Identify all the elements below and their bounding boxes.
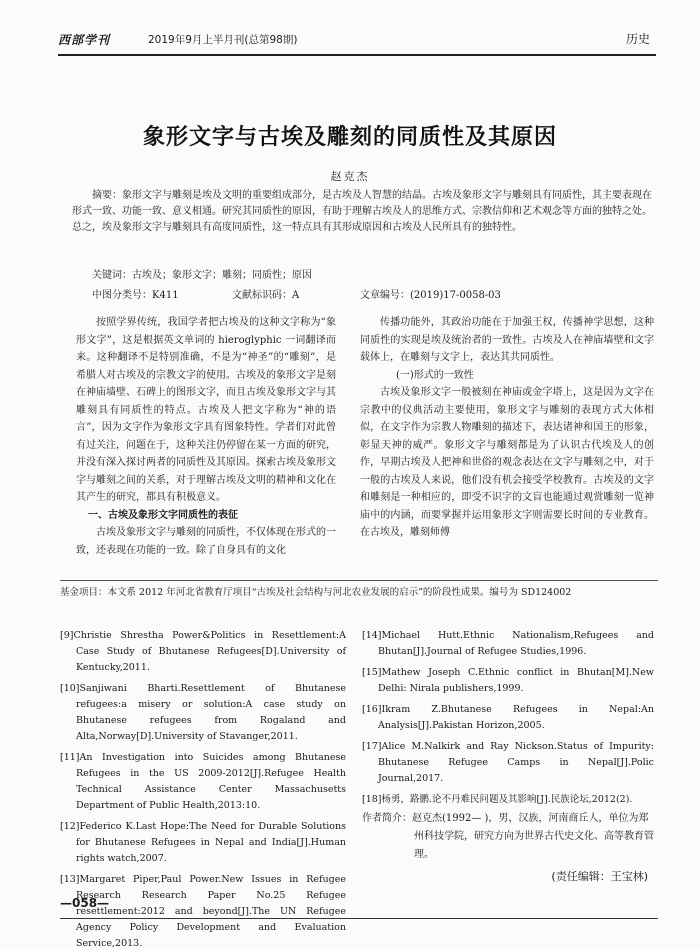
class-number: 中图分类号：K411	[92, 290, 179, 301]
body-paragraph: 古埃及象形文字一般被刻在神庙或金字塔上，这是因为文字在宗教中的仪典活动主要使用，象形文字与雕刻的表现方式大体相似，在文字作为宗教人物雕刻的描述下，表达诸神和国王的形象，彰显天神的威严。象形文字与雕刻都是为了认识古代埃及人的创作，早期古埃及人把神和世俗的观念表达在文字与雕刻之中，对于一般的古埃及人来说，他们没有机会接受学校教育。古埃及的文字和雕刻是一种相应的，即受不识字的文盲也能通过观赏雕刻一览神庙中的内涵，而要掌握并运用象形文字则需要长时间的专业教育。在古埃及，雕刻师傅	[360, 387, 654, 538]
body-column-right	[360, 314, 654, 542]
keywords: 关键词：古埃及；象形文字；雕刻；同质性；原因	[92, 270, 312, 281]
section-label: 历史	[625, 32, 650, 46]
reference-item: [15]Mathew Joseph C.Ethnic conflict in Bhutan[M].New Delhi: Nirala publishers,1999.	[362, 667, 654, 694]
body-column-left	[76, 314, 336, 559]
reference-item: [13]Margaret Piper,Paul Power.New Issues in Refugee Research Research Paper No.25 Refugee resettlement:2012 and beyond[J].The UN Refugee Agency Policy Development and Evaluation Service,2013.	[60, 874, 346, 949]
article-number: 文章编号：(2019)17-0058-03	[360, 290, 501, 301]
subsection-heading: (一)形式的一致性	[396, 369, 474, 381]
body-paragraph: 传播功能外，其政治功能在于加强王权，传播神学思想，这种同质性的实现是埃及统治者的一致性。古埃及人在神庙墙壁和文字载体上，在雕刻与文字上，表达其共同质性。	[360, 317, 654, 363]
abstract: 摘要：象形文字与雕刻是埃及文明的重要组成部分，是古埃及人智慧的结晶。古埃及象形文字与雕刻具有同质性，其主要表现在形式一致、功能一致、意义相通。研究其同质性的原因，有助于理解古埃及人的思维方式、宗教信仰和艺术观念等方面的独特之处。总之，埃及象形文字与雕刻具有高度同质性，这一特点具有其形成原因和古埃及人民所具有的独特性。	[72, 190, 652, 233]
body-paragraph: 按照学界传统，我国学者把古埃及的这种文字称为“象形文字”，这是根据英文单词的 hieroglyphic 一词翻译而来。这种翻译不是特别准确，不是为“神圣”的“雕刻”，是希腊人对古埃及的宗教文字的使用。古埃及的象形文字是刻在神庙墙壁、石碑上的图形文字，而且古埃及象形文字与其雕刻具有同质性的特点。古埃及人把文字称为“神的语言”，因为文字作为象形文字具有图象特性。学者们对此曾有过关注，问题在于，这种关注仍停留在某一方面的研究，并没有深入探讨两者的同质性及其原因。探索古埃及象形文字与雕刻之间的关系，对于理解古埃及文明的精神和文化在其产生的研究，都具有积极意义。	[76, 317, 336, 503]
footer-divider	[60, 918, 658, 919]
responsible-editor: (责任编辑：王宝林)	[551, 870, 648, 883]
fund-note: 基金项目：本文系 2012 年河北省教育厅项目“古埃及社会结构与河北农业发展的启示”的阶段性成果。编号为 SD124002	[60, 580, 658, 598]
reference-list-right	[362, 628, 654, 813]
body-paragraph: 古埃及象形文字与雕刻的同质性，不仅体现在形式的一致，还表现在功能的一致。除了自身具有的文化	[76, 527, 336, 556]
article-author: 赵克杰	[330, 170, 370, 183]
article-title: 象形文字与古埃及雕刻的同质性及其原因	[142, 125, 557, 150]
reference-item: [10]Sanjiwani Bharti.Resettlement of Bhutanese refugees:a misery or solution:A case study on Bhutanese refugees from Rogaland and Alta,Norway[D].University of Stavanger,2011.	[60, 683, 346, 742]
issue-info: 2019年9月上半月刊(总第98期)	[148, 34, 298, 46]
reference-item: [11]An Investigation into Suicides among Bhutanese Refugees in the US 2009-2012[J].Refugee Health Technical Assistance Center Massachusetts Department of Public Health,2013:10.	[60, 752, 346, 811]
reference-item: [14]Michael Hutt.Ethnic Nationalism,Refugees and Bhutan[J].Journal of Refugee Studies,1996.	[362, 630, 654, 657]
running-header	[58, 26, 656, 56]
author-bio: 作者简介：赵克杰(1992— )，男，汉族，河南商丘人，单位为郑州科技学院，研究方向为世界古代史文化、高等教育管理。	[362, 813, 654, 860]
journal-name: 西部学刊	[58, 33, 111, 47]
reference-item: [17]Alice M.Nalkirk and Ray Nickson.Status of Impurity: Bhutanese Refugee Camps in Nepal[J].Polic Journal,2017.	[362, 741, 654, 784]
reference-item: [12]Federico K.Last Hope:The Need for Durable Solutions for Bhutanese Refugees in Nepal and India[J].Human rights watch,2007.	[60, 821, 346, 864]
reference-item: [16]Ikram Z.Bhutanese Refugees in Nepal:An Analysis[J].Pakistan Horizon,2005.	[362, 704, 654, 731]
reference-item: [9]Christie Shrestha Power&Politics in Resettlement:A Case Study of Bhutanese Refugees[D].University of Kentucky,2011.	[60, 630, 346, 673]
page-number: —058—	[60, 896, 110, 910]
document-code: 文献标识码：A	[232, 290, 300, 301]
reference-item: [18]杨勇，路鹏.论不丹难民问题及其影响[J].民族论坛,2012(2).	[362, 794, 633, 805]
section-heading: 一、古埃及象形文字同质性的表征	[88, 509, 238, 521]
